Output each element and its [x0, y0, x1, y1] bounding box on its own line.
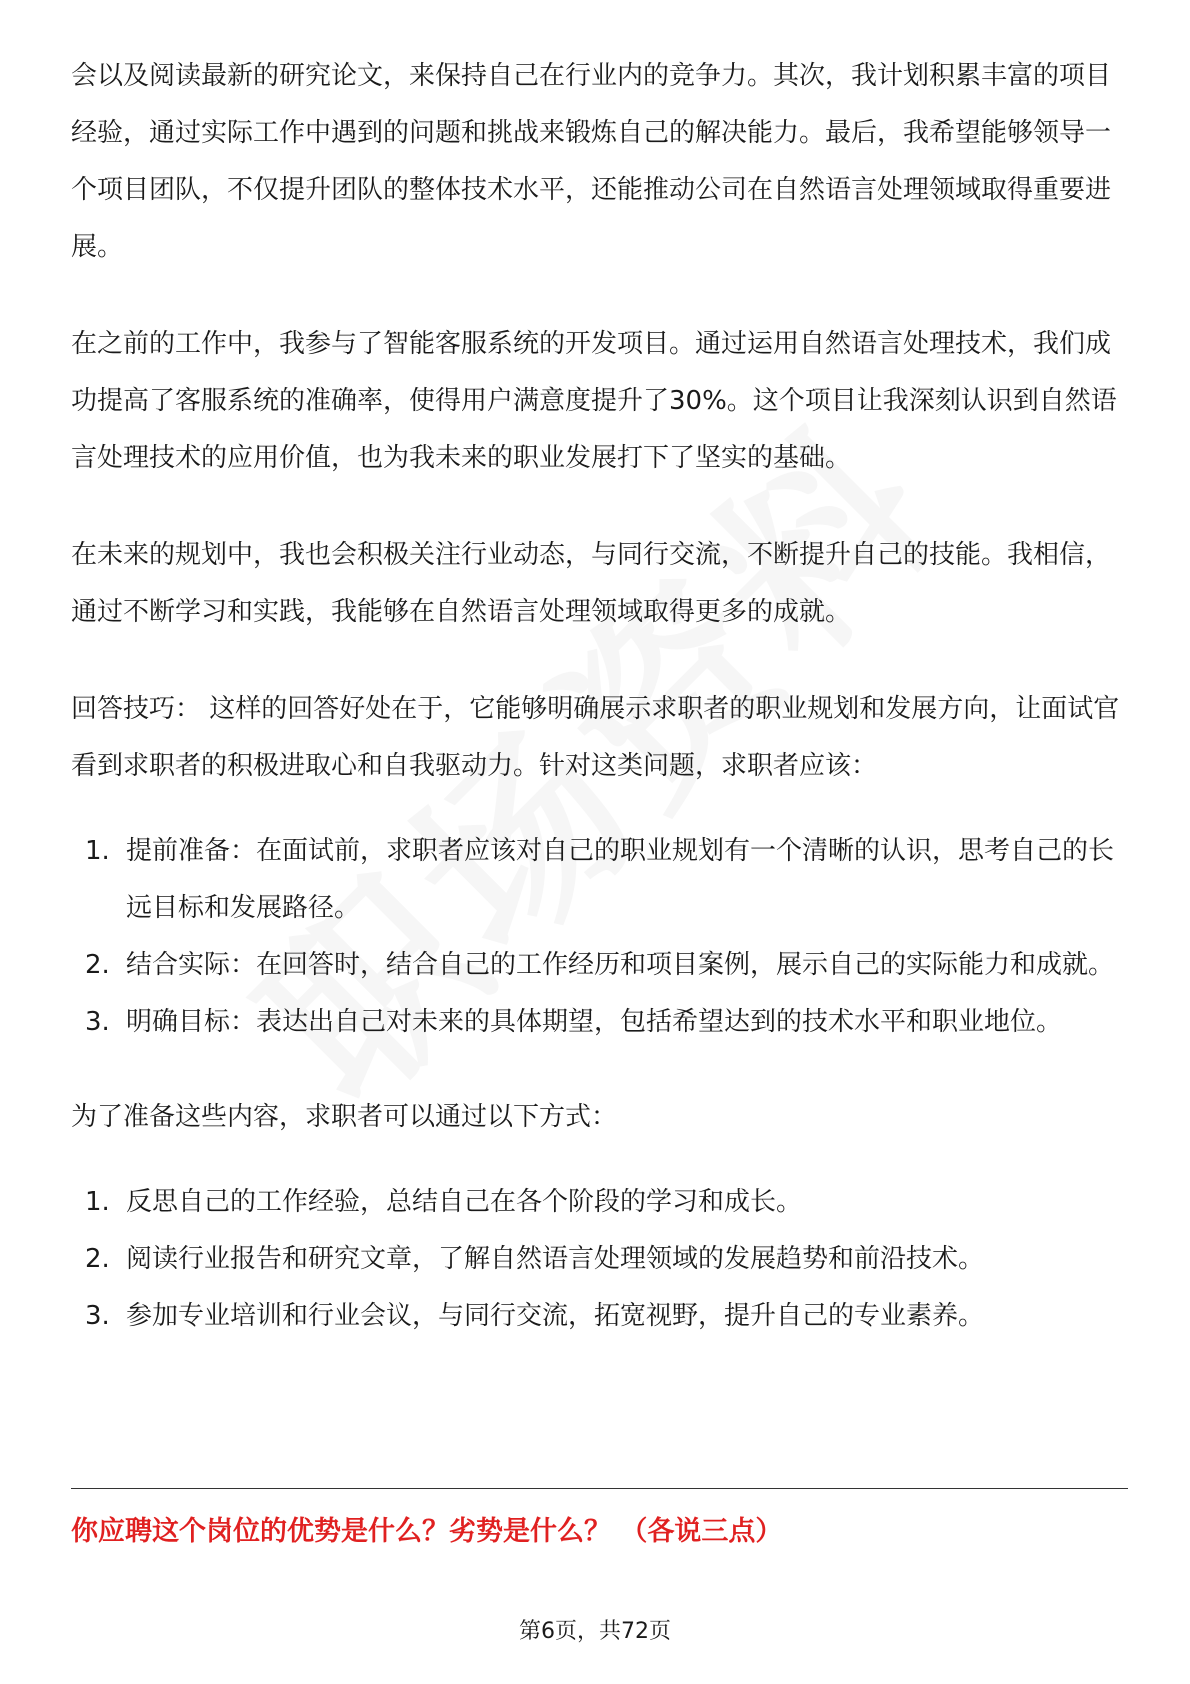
list-text: 提前准备：在面试前，求职者应该对自己的职业规划有一个清晰的认识，思考自己的长远目标和发展路径。 [126, 836, 1115, 923]
list-number: 1. [85, 1187, 110, 1217]
paragraph-past-work: 在之前的工作中，我参与了智能客服系统的开发项目。通过运用自然语言处理技术，我们成功提高了客服系统的准确率，使得用户满意度提升了30%。这个项目让我深刻认识到自然语言处理技术的应用价值，也为我未来的职业发展打下了坚实的基础。 [71, 329, 1117, 473]
list-item [71, 1231, 1121, 1288]
next-question-heading: 你应聘这个岗位的优势是什么？劣势是什么？ （各说三点） [71, 1516, 783, 1547]
list-item [71, 1174, 1121, 1231]
list-number: 3. [85, 1301, 110, 1331]
paragraph-answer-tips: 回答技巧： 这样的回答好处在于，它能够明确展示求职者的职业规划和发展方向，让面试官看到求职者的积极进取心和自我驱动力。针对这类问题，求职者应该： [71, 694, 1120, 781]
list-item [71, 823, 1121, 937]
list-text: 结合实际：在回答时，结合自己的工作经历和项目案例，展示自己的实际能力和成就。 [126, 950, 1115, 980]
document-body [71, 48, 1121, 1383]
page-footer: 第6页，共72页 [519, 1619, 671, 1644]
paragraph-prep-intro: 为了准备这些内容，求职者可以通过以下方式： [71, 1102, 618, 1132]
list-text: 反思自己的工作经验，总结自己在各个阶段的学习和成长。 [126, 1187, 803, 1217]
list-number: 3. [85, 1007, 110, 1037]
list-number: 2. [85, 950, 110, 980]
list-number: 2. [85, 1244, 110, 1274]
list-item [71, 937, 1121, 994]
section-divider [71, 1488, 1128, 1489]
list-text: 明确目标：表达出自己对未来的具体期望，包括希望达到的技术水平和职业地位。 [126, 1007, 1063, 1037]
tips-list [71, 823, 1121, 1051]
paragraph-career-plan: 会以及阅读最新的研究论文，来保持自己在行业内的竞争力。其次，我计划积累丰富的项目经验，通过实际工作中遇到的问题和挑战来锻炼自己的解决能力。最后，我希望能够领导一个项目团队，不仅提升团队的整体技术水平，还能推动公司在自然语言处理领域取得重要进展。 [71, 61, 1112, 262]
list-item [71, 994, 1121, 1051]
list-number: 1. [85, 836, 110, 866]
list-text: 阅读行业报告和研究文章，了解自然语言处理领域的发展趋势和前沿技术。 [126, 1244, 985, 1274]
list-item [71, 1288, 1121, 1345]
prep-list [71, 1174, 1121, 1345]
list-text: 参加专业培训和行业会议，与同行交流，拓宽视野，提升自己的专业素养。 [126, 1301, 985, 1331]
paragraph-future-plan: 在未来的规划中，我也会积极关注行业动态，与同行交流，不断提升自己的技能。我相信，通过不断学习和实践，我能够在自然语言处理领域取得更多的成就。 [71, 540, 1112, 627]
